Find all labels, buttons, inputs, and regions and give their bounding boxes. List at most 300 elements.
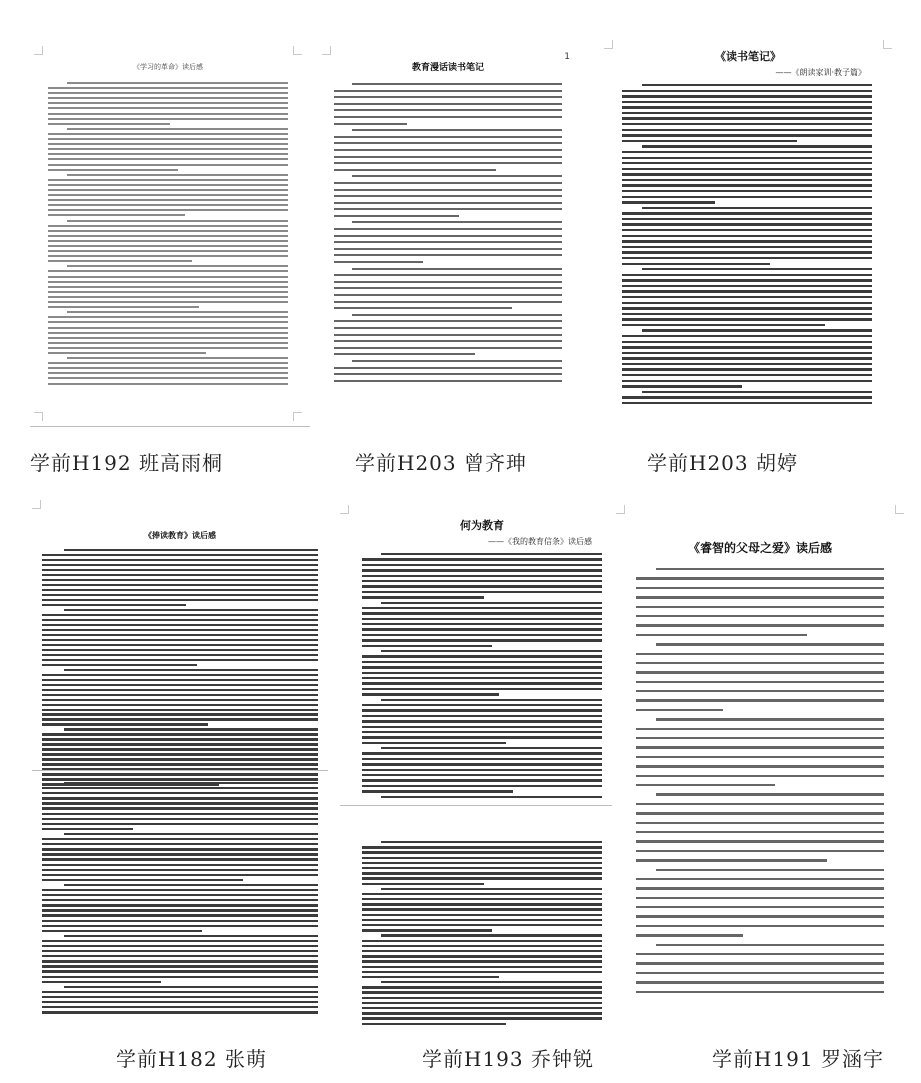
text-line — [42, 930, 202, 932]
text-line — [42, 639, 318, 641]
text-line — [334, 162, 562, 164]
text-line — [352, 83, 562, 85]
document-caption-5: 学前H193 乔钟锐 — [422, 1047, 594, 1071]
text-line — [636, 756, 884, 758]
text-line — [42, 738, 318, 740]
text-line — [334, 109, 562, 111]
text-line — [636, 653, 884, 655]
text-line — [48, 164, 288, 166]
text-line — [334, 90, 562, 92]
text-line — [334, 123, 407, 125]
text-line — [622, 285, 872, 287]
text-line — [362, 966, 602, 968]
text-line — [334, 380, 562, 382]
text-line — [42, 594, 318, 596]
text-line — [64, 609, 318, 611]
text-line — [636, 784, 775, 786]
text-line — [362, 709, 602, 711]
text-line — [42, 699, 318, 701]
text-line — [64, 935, 318, 937]
text-line — [636, 709, 723, 711]
text-line — [42, 955, 318, 957]
text-line — [636, 962, 884, 964]
text-line — [334, 136, 562, 138]
text-line — [42, 889, 318, 891]
text-line — [42, 981, 161, 983]
text-line — [381, 602, 602, 604]
text-line — [48, 118, 288, 120]
text-line — [48, 377, 288, 379]
text-line — [42, 748, 318, 750]
text-line — [636, 803, 884, 805]
text-line — [636, 662, 884, 664]
body-text-lines — [42, 549, 318, 786]
text-line — [64, 833, 318, 835]
text-line — [362, 950, 602, 952]
text-line — [362, 898, 602, 900]
text-line — [362, 688, 602, 690]
text-line — [656, 718, 884, 720]
text-line — [636, 737, 884, 739]
text-line — [334, 347, 562, 349]
page-corner-mark — [293, 46, 302, 55]
text-line — [622, 274, 872, 276]
text-line — [48, 321, 288, 323]
text-line — [622, 263, 770, 265]
text-line — [622, 117, 872, 119]
text-line — [636, 878, 884, 880]
text-line — [622, 385, 742, 387]
text-line — [362, 634, 602, 636]
text-line — [622, 95, 872, 97]
body-text-lines — [48, 82, 288, 385]
text-line — [48, 316, 288, 318]
text-line — [622, 346, 872, 348]
text-line — [362, 623, 602, 625]
text-line — [636, 624, 884, 626]
text-line — [48, 337, 288, 339]
document-thumbnail-2[interactable] — [312, 40, 584, 425]
text-line — [622, 129, 872, 131]
text-line — [48, 306, 199, 308]
text-line — [622, 112, 872, 114]
text-line — [48, 133, 288, 135]
text-line — [362, 612, 602, 614]
text-line — [362, 607, 602, 609]
text-line — [622, 374, 872, 376]
text-line — [622, 201, 715, 203]
text-line — [48, 148, 288, 150]
text-line — [48, 107, 288, 109]
body-text-lines — [636, 568, 884, 993]
text-line — [42, 684, 318, 686]
text-line — [48, 113, 288, 115]
text-line — [362, 1012, 602, 1014]
text-line — [334, 195, 562, 197]
text-line — [362, 1002, 602, 1004]
text-line — [622, 218, 872, 220]
text-line — [636, 775, 884, 777]
text-line — [42, 970, 318, 972]
text-line — [622, 318, 872, 320]
text-line — [42, 579, 318, 581]
text-line — [362, 883, 484, 885]
text-line — [362, 736, 602, 738]
text-line — [362, 677, 602, 679]
text-line — [636, 822, 884, 824]
text-line — [334, 241, 562, 243]
text-line — [352, 129, 562, 131]
text-line — [362, 903, 602, 905]
text-line — [42, 644, 318, 646]
document-caption-2: 学前H203 曾齐珅 — [355, 451, 527, 475]
text-line — [42, 853, 318, 855]
text-line — [42, 848, 318, 850]
text-line — [622, 396, 872, 398]
text-line — [622, 302, 872, 304]
text-line — [42, 807, 318, 809]
text-line — [622, 368, 872, 370]
text-line — [622, 341, 872, 343]
text-line — [636, 606, 884, 608]
text-line — [362, 867, 602, 869]
text-line — [48, 240, 288, 242]
text-line — [622, 324, 825, 326]
text-line — [42, 838, 318, 840]
text-line — [42, 797, 318, 799]
text-line — [362, 763, 602, 765]
page-corner-mark — [604, 40, 613, 49]
text-line — [42, 904, 318, 906]
text-line — [636, 859, 827, 861]
page-corner-mark — [883, 40, 892, 49]
text-line — [656, 568, 884, 570]
text-line — [42, 649, 318, 651]
text-line — [67, 82, 288, 84]
text-line — [334, 327, 562, 329]
text-line — [656, 643, 884, 645]
text-line — [362, 877, 602, 879]
text-line — [48, 235, 288, 237]
text-line — [622, 363, 872, 365]
text-line — [334, 353, 475, 355]
text-line — [622, 313, 872, 315]
text-line — [42, 843, 318, 845]
text-line — [48, 332, 288, 334]
text-line — [42, 945, 318, 947]
text-line — [42, 619, 318, 621]
text-line — [622, 296, 872, 298]
text-line — [622, 335, 872, 337]
text-line — [334, 182, 562, 184]
text-line — [381, 553, 602, 555]
text-line — [334, 301, 562, 303]
text-line — [334, 142, 562, 144]
text-line — [67, 174, 288, 176]
text-line — [42, 709, 318, 711]
page-subtitle: ——《朗读家训·教子篇》 — [775, 68, 866, 77]
text-line — [42, 564, 318, 566]
text-line — [48, 204, 288, 206]
text-line — [48, 347, 288, 349]
text-line — [64, 669, 318, 671]
document-thumbnail-5[interactable] — [332, 505, 632, 1035]
text-line — [362, 986, 602, 988]
text-line — [636, 850, 884, 852]
text-line — [636, 887, 884, 889]
text-line — [48, 209, 288, 211]
text-line — [362, 955, 602, 957]
text-line — [622, 106, 872, 108]
text-line — [42, 1011, 318, 1013]
text-line — [42, 554, 318, 556]
text-line — [636, 728, 884, 730]
page-title: 何为教育 — [460, 519, 504, 532]
text-line — [636, 812, 884, 814]
text-line — [636, 840, 884, 842]
text-line — [42, 629, 318, 631]
text-line — [362, 645, 492, 647]
text-line — [334, 202, 562, 204]
text-line — [622, 168, 872, 170]
page-title: 《睿智的父母之爱》读后感 — [687, 541, 832, 555]
text-line — [622, 173, 872, 175]
document-caption-4: 学前H182 张萌 — [116, 1047, 267, 1071]
text-line — [362, 731, 602, 733]
text-line — [362, 704, 602, 706]
text-line — [642, 145, 872, 147]
body-text-lines — [362, 553, 602, 798]
text-line — [48, 92, 288, 94]
text-line — [48, 214, 185, 216]
text-line — [636, 831, 884, 833]
text-line — [636, 915, 884, 917]
text-line — [656, 869, 884, 871]
text-line — [48, 245, 288, 247]
text-line — [362, 575, 602, 577]
text-line — [42, 674, 318, 676]
text-line — [48, 102, 288, 104]
text-line — [622, 101, 872, 103]
text-line — [334, 367, 562, 369]
text-line — [42, 614, 318, 616]
text-line — [334, 261, 423, 263]
text-line — [362, 591, 602, 593]
text-line — [42, 864, 318, 866]
text-line — [636, 906, 884, 908]
text-line — [381, 699, 602, 701]
text-line — [48, 327, 288, 329]
text-line — [381, 841, 602, 843]
text-line — [42, 604, 186, 606]
text-line — [42, 763, 318, 765]
text-line — [622, 279, 872, 281]
text-line — [636, 897, 884, 899]
text-line — [48, 367, 288, 369]
text-line — [42, 689, 318, 691]
text-line — [48, 276, 288, 278]
text-line — [362, 893, 602, 895]
text-line — [334, 228, 562, 230]
text-line — [362, 666, 602, 668]
text-line — [42, 950, 318, 952]
text-line — [362, 742, 506, 744]
text-line — [48, 189, 288, 191]
page-number: 1 — [564, 52, 570, 62]
text-line — [362, 628, 602, 630]
document-thumbnail-1[interactable] — [28, 40, 308, 425]
text-line — [362, 655, 602, 657]
text-line — [636, 615, 884, 617]
text-line — [42, 778, 318, 780]
text-line — [48, 194, 288, 196]
text-line — [362, 774, 602, 776]
text-line — [636, 746, 884, 748]
text-line — [334, 373, 562, 375]
body-text-lines — [622, 84, 872, 404]
text-line — [42, 813, 318, 815]
text-line — [362, 872, 602, 874]
text-line — [362, 758, 602, 760]
text-line — [352, 268, 562, 270]
text-line — [362, 929, 492, 931]
document-caption-3: 学前H203 胡婷 — [647, 451, 798, 475]
text-line — [642, 329, 872, 331]
text-line — [42, 909, 318, 911]
document-caption-6: 学前H191 罗涵宇 — [712, 1047, 884, 1071]
page-title: 《读书笔记》 — [715, 50, 781, 63]
text-line — [42, 874, 318, 876]
document-thumbnail-4[interactable] — [28, 500, 332, 1035]
text-line — [622, 352, 872, 354]
text-line — [362, 779, 602, 781]
text-line — [48, 97, 288, 99]
text-line — [48, 158, 288, 160]
text-line — [622, 190, 872, 192]
document-thumbnail-3[interactable] — [600, 40, 896, 425]
text-line — [42, 925, 318, 927]
text-line — [636, 699, 884, 701]
text-line — [636, 681, 884, 683]
text-line — [642, 84, 872, 86]
text-line — [622, 179, 872, 181]
text-line — [42, 920, 318, 922]
text-line — [48, 296, 288, 298]
text-line — [642, 391, 872, 393]
text-line — [642, 207, 872, 209]
document-thumbnail-6[interactable] — [612, 505, 908, 1035]
text-line — [362, 945, 602, 947]
text-line — [362, 752, 602, 754]
text-line — [67, 265, 288, 267]
text-line — [42, 787, 318, 789]
text-line — [362, 790, 513, 792]
text-line — [48, 143, 288, 145]
text-line — [622, 123, 872, 125]
text-line — [42, 773, 318, 775]
text-line — [334, 320, 562, 322]
text-line — [67, 311, 288, 313]
text-line — [42, 753, 318, 755]
text-line — [67, 357, 288, 359]
text-line — [656, 944, 884, 946]
text-line — [42, 914, 318, 916]
text-line — [42, 960, 318, 962]
text-line — [42, 823, 318, 825]
page-title: 《捧读教育》读后感 — [144, 530, 216, 540]
text-line — [362, 618, 602, 620]
text-line — [636, 934, 743, 936]
page-corner-mark — [293, 412, 302, 421]
text-line — [636, 925, 884, 927]
text-line — [334, 189, 562, 191]
text-line — [362, 976, 499, 978]
text-line — [42, 559, 318, 561]
page-header: 《学习的革命》读后感 — [133, 63, 203, 71]
page-break — [32, 770, 328, 771]
text-line — [622, 134, 872, 136]
text-line — [622, 90, 872, 92]
text-line — [42, 664, 197, 666]
text-line — [636, 991, 884, 993]
text-line — [42, 733, 318, 735]
text-line — [42, 743, 318, 745]
text-line — [622, 257, 872, 259]
text-line — [362, 971, 602, 973]
text-line — [352, 221, 562, 223]
text-line — [42, 1001, 318, 1003]
text-line — [362, 569, 602, 571]
text-line — [362, 919, 602, 921]
text-line — [381, 888, 602, 890]
text-line — [48, 138, 288, 140]
page-corner-mark — [32, 500, 41, 509]
text-line — [42, 1006, 318, 1008]
text-line — [334, 169, 496, 171]
text-line — [362, 720, 602, 722]
page-break — [340, 805, 624, 806]
text-line — [362, 1023, 506, 1025]
text-line — [334, 208, 562, 210]
text-line — [362, 564, 602, 566]
text-line — [362, 672, 602, 674]
text-line — [362, 997, 602, 999]
text-line — [48, 123, 170, 125]
text-line — [42, 589, 318, 591]
text-line — [42, 818, 318, 820]
text-line — [362, 693, 499, 695]
text-line — [42, 659, 318, 661]
text-line — [352, 175, 562, 177]
text-line — [64, 884, 318, 886]
text-line — [636, 981, 884, 983]
text-line — [636, 690, 884, 692]
text-line — [48, 286, 288, 288]
text-line — [42, 718, 318, 720]
text-line — [334, 294, 562, 296]
text-line — [622, 290, 872, 292]
text-line — [334, 149, 562, 151]
text-line — [64, 549, 318, 551]
text-line — [636, 587, 884, 589]
text-line — [48, 225, 288, 227]
text-line — [334, 340, 562, 342]
text-line — [352, 360, 562, 362]
page-corner-mark — [616, 505, 625, 514]
text-line — [381, 650, 602, 652]
text-line — [381, 796, 602, 798]
text-line — [636, 671, 884, 673]
